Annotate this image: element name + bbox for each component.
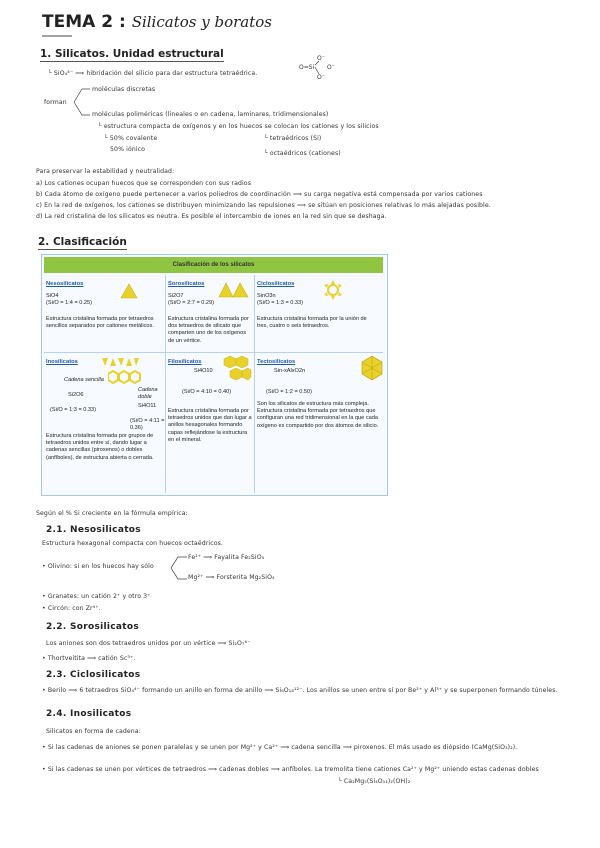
soro-double-tetrahedron-icon: [218, 282, 250, 298]
title-underline: [42, 34, 72, 38]
col-divider: [254, 275, 255, 352]
forman-brace: [72, 84, 92, 120]
neso-desc: Estructura cristalina formada por tetraedros sencillos separados por cationes metálicos.: [46, 316, 154, 330]
title-subtitle: Silicatos y boratos: [131, 13, 272, 31]
moleculas-discretas: moléculas discretas: [92, 86, 156, 93]
circon-line: • Circón: con Zr⁴⁺.: [42, 605, 101, 612]
ciclo-name: Ciclosilicatos: [257, 281, 295, 287]
ino-cadena-doble: Cadena doble: [138, 387, 158, 401]
svg-text:O⁻: O⁻: [317, 74, 325, 81]
rule-d: d) La red cristalina de los silicatos es neutra. Es posible el intercambio de iones en la red sin que se deshaga.: [36, 213, 387, 220]
ino-f2: Si4O11: [138, 403, 157, 409]
filo-name-cell: [168, 359, 228, 366]
ciclo-desc: Estructura cristalina formada por la unión de tres, cuatro o seis tetraedros.: [257, 316, 367, 330]
granates-line: • Granates: un catión 2⁺ y otro 3⁺: [42, 593, 151, 600]
moleculas-polimericas: moléculas poliméricas (lineales o en cadena, laminares, tridimensionales): [92, 111, 329, 118]
ciclo-formula: SinO3n: [257, 293, 276, 300]
page-title: [42, 12, 272, 32]
huecos-tetraedricos: └ tetraédricos (Si): [264, 135, 322, 142]
ino-cadena-sencilla: Cadena sencilla: [64, 377, 104, 383]
soro-name: Sorosilicatos: [168, 281, 205, 287]
tecto-desc: Son los silicatos de estructura más compleja. Estructura cristalina formada por tetraedros que configuran una red tridimensional en la que cada oxígeno es compartido por dos átomos de silicio.: [257, 401, 379, 429]
forman-label: forman: [44, 99, 67, 106]
stability-intro: Para preservar la estabilidad y neutralidad:: [36, 168, 175, 175]
svg-text:O=Si: O=Si: [299, 64, 315, 71]
col-divider: [165, 275, 166, 352]
section-2-3-heading: 2.3. Ciclosilicatos: [46, 670, 141, 680]
ino-single-chain-icon: [100, 356, 140, 368]
neso-ratio: (Si/O = 1:4 = 0.25): [46, 300, 93, 307]
forsterita-line: Mg²⁺ ⟹ Forsterita Mg₂SiO₄: [188, 574, 275, 581]
neso-tetrahedron-icon: [120, 283, 138, 299]
row-divider: [44, 352, 383, 353]
rule-a: a) Los cationes ocupan huecos que se corresponden con sus radios: [36, 180, 252, 187]
table-header: Clasificación de los silicatos: [44, 257, 383, 273]
fayalita-line: Fe²⁺ ⟹ Fayalita Fe₂SiO₄: [188, 554, 265, 561]
neso-cell: [46, 281, 126, 308]
section-2-heading: 2. Clasificación: [38, 236, 127, 248]
ciclo-ratio: (Si/O = 1:3 = 0.33): [257, 300, 304, 307]
piroxenos-line: • Si las cadenas de aniones se ponen paralelas y se unen por Mg²⁺ y Ca²⁺ ⟹ cadena sencilla ⟹ piroxenos. El más usado es diópsido (CaMg(SiO₃)₂).: [42, 744, 518, 751]
thortveitita-line: • Thortveitita ⟹ catión Sc³⁺.: [42, 655, 136, 662]
soro-formula: Si2O7: [168, 293, 184, 300]
tremolita-formula: └ Ca₂Mg₅(Si₄O₁₁)₂(OH)₂: [338, 778, 411, 785]
neso-formula: SiO4: [46, 293, 59, 300]
anfiboles-line: • Si las cadenas se unen por vértices de tetraedros ⟹ cadenas dobles ⟹ anfíboles. La tremolita tiene cationes Ca²⁺ y Mg²⁺ uniendo estas cadenas dobles: [42, 766, 539, 773]
neso-intro: Estructura hexagonal compacta con huecos octaédricos.: [42, 540, 223, 547]
filo-name: Filosilicatos: [168, 359, 202, 365]
title-colon: :: [118, 12, 126, 32]
filo-formula: Si4O10: [194, 368, 213, 374]
soro-desc: Estructura cristalina formada por dos tetraedros de silicato que comparten uno de los oxígenos de un vértice.: [168, 316, 249, 344]
berilo-line: • Berilo ⟹ 6 tetraedros SiO₄⁴⁻ formando un anillo en forma de anillo ⟹ Si₆O₁₈¹²⁻. Los anillos se unen entre sí por Be²⁺ y Al³⁺ y se superponen formando túneles.: [42, 687, 558, 694]
classification-table: [41, 254, 388, 496]
ino-name-cell: [46, 359, 106, 366]
svg-text:O⁻: O⁻: [317, 55, 325, 62]
ino-r2: (Si/O = 4:11 = 0.36): [130, 418, 165, 432]
col-divider: [254, 353, 255, 493]
soro-ratio: (Si/O = 2:7 = 0.29): [168, 300, 215, 307]
segun-line: Según el % Si creciente en la fórmula empírica:: [36, 510, 188, 517]
tecto-formula: Sin-xAlxO2n: [274, 368, 306, 374]
neso-name: Nesosilicatos: [46, 281, 84, 287]
tetrahedron-sketch: [297, 53, 347, 83]
section-2-2-heading: 2.2. Sorosilicatos: [46, 622, 140, 632]
tecto-ratio: (Si/O = 1:2 = 0.50): [266, 389, 313, 395]
ino-r1: (Si/O = 1:3 = 0.33): [50, 407, 97, 413]
svg-text:O⁻: O⁻: [327, 64, 335, 71]
tecto-name-cell: [257, 359, 327, 366]
filo-ratio: (Si/O = 4:10 = 0.40): [182, 389, 232, 395]
rule-b: b) Cada átomo de oxígeno puede pertenecer a varios poliedros de coordinación ⟹ su carga negativa está compensada por varios cationes: [36, 191, 483, 198]
ino-name: Inosilicatos: [46, 359, 78, 365]
section-1-heading: 1. Silicatos. Unidad estructural: [40, 48, 224, 60]
ciclo-ring-icon: [322, 279, 344, 301]
covalente-pct: └ 50% covalente: [104, 135, 158, 142]
soro-intro: Los aniones son dos tetraedros unidos por un vértice ⟹ Si₂O₇⁶⁻: [46, 640, 251, 647]
olivino-line: • Olivino: si en los huecos hay sólo: [42, 563, 154, 570]
ino-f1: Si2O6: [68, 392, 84, 398]
tecto-framework-icon: [360, 355, 384, 381]
filo-desc: Estructura cristalina formada por tetraedros unidos que dan lugar a anillos hexagonales formando capas reflejándose la estructura en el mineral.: [168, 408, 252, 443]
tecto-name: Tectosilicatos: [257, 359, 296, 365]
sio4-line: └ SiO₄⁴⁻ ⟹ hibridación del silicio para dar estructura tetraédrica.: [48, 70, 258, 77]
title-main: TEMA 2: [42, 12, 114, 32]
ino-intro: Silicatos en forma de cadena:: [46, 728, 141, 735]
ionico-pct: 50% iónico: [110, 146, 146, 153]
olivino-brace: [170, 553, 188, 583]
section-2-4-heading: 2.4. Inosilicatos: [46, 709, 132, 719]
huecos-octaedricos: └ octaédricos (cationes): [264, 150, 341, 157]
section-2-1-heading: 2.1. Nesosilicatos: [46, 525, 141, 535]
estructura-compacta: └ estructura compacta de oxígenos y en los huecos se colocan los cationes y los silicios: [98, 123, 379, 130]
ino-desc: Estructura cristalina formada por grupos de tetraedros unidos entre sí, dando lugar a cadenas sencillas (piroxenos) o dobles (anfíboles), de estructura abierta o cerrada.: [46, 433, 154, 461]
rule-c: c) En la red de oxígenos, los cationes se distribuyen minimizando las repulsiones ⟹ se sitúan en posiciones relativas lo más alejadas posible.: [36, 202, 491, 209]
